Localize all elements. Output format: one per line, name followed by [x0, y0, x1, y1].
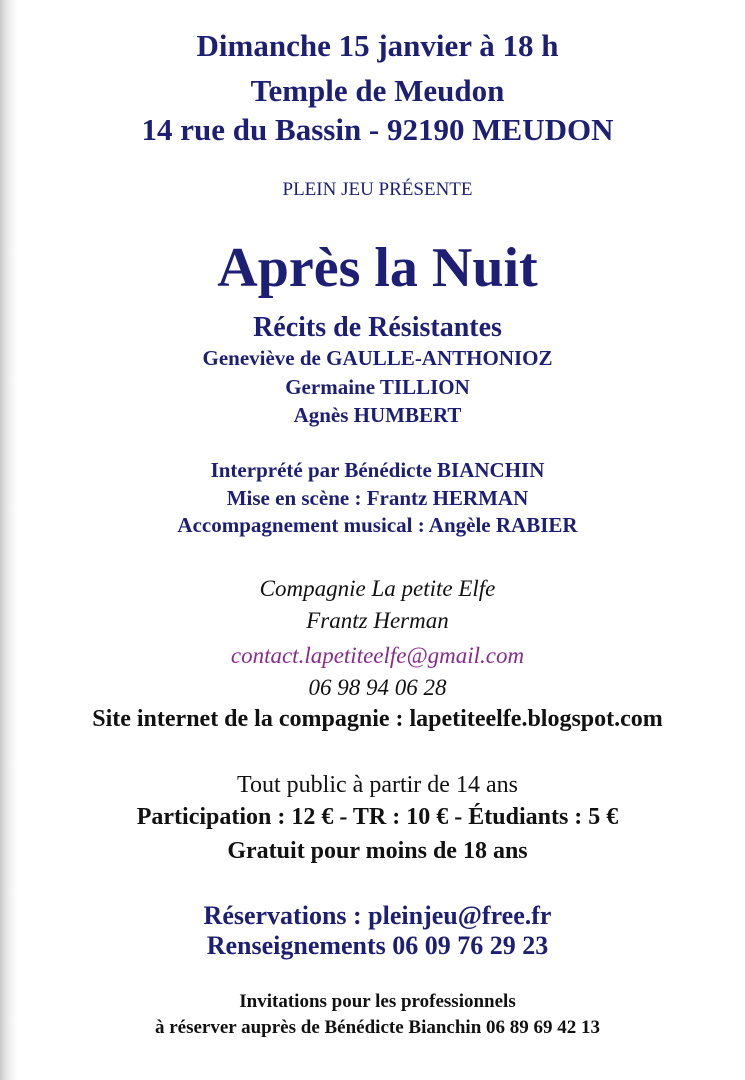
author-name: Geneviève de GAULLE-ANTHONIOZ: [202, 346, 553, 370]
event-address: 14 rue du Bassin - 92190 MEUDON: [141, 112, 614, 147]
professional-invitations: Invitations pour les professionnels: [239, 991, 516, 1012]
event-venue: Temple de Meudon: [250, 73, 505, 108]
direction-credit: Mise en scène : Frantz HERMAN: [226, 486, 529, 510]
show-subtitle: Récits de Résistantes: [253, 312, 502, 343]
company-website: Site internet de la compagnie : lapetiteelfe.blogspot.com: [92, 706, 663, 732]
presenter-line: PLEIN JEU PRÉSENTE: [282, 179, 473, 200]
company-email-link[interactable]: contact.lapetiteelfe@gmail.com: [230, 643, 525, 668]
music-credit: Accompagnement musical : Angèle RABIER: [177, 513, 578, 537]
author-name: Agnès HUMBERT: [293, 403, 462, 427]
ticket-prices: Participation : 12 € - TR : 10 € - Étudiants : 5 €: [136, 804, 619, 830]
free-admission: Gratuit pour moins de 18 ans: [227, 838, 528, 864]
company-manager: Frantz Herman: [306, 608, 449, 633]
company-name: Compagnie La petite Elfe: [259, 576, 496, 601]
show-title: Après la Nuit: [217, 237, 538, 299]
author-name: Germaine TILLION: [285, 375, 470, 399]
reservations-contact: Réservations : pleinjeu@free.fr: [203, 901, 552, 930]
performer-credit: Interprété par Bénédicte BIANCHIN: [210, 458, 545, 482]
audience-info: Tout public à partir de 14 ans: [237, 772, 518, 798]
professional-reservation: à réserver auprès de Bénédicte Bianchin 06 89 69 42 13: [154, 1017, 601, 1038]
information-phone: Renseignements 06 09 76 29 23: [206, 931, 549, 960]
company-phone: 06 98 94 06 28: [308, 675, 447, 700]
event-date: Dimanche 15 janvier à 18 h: [196, 28, 559, 63]
